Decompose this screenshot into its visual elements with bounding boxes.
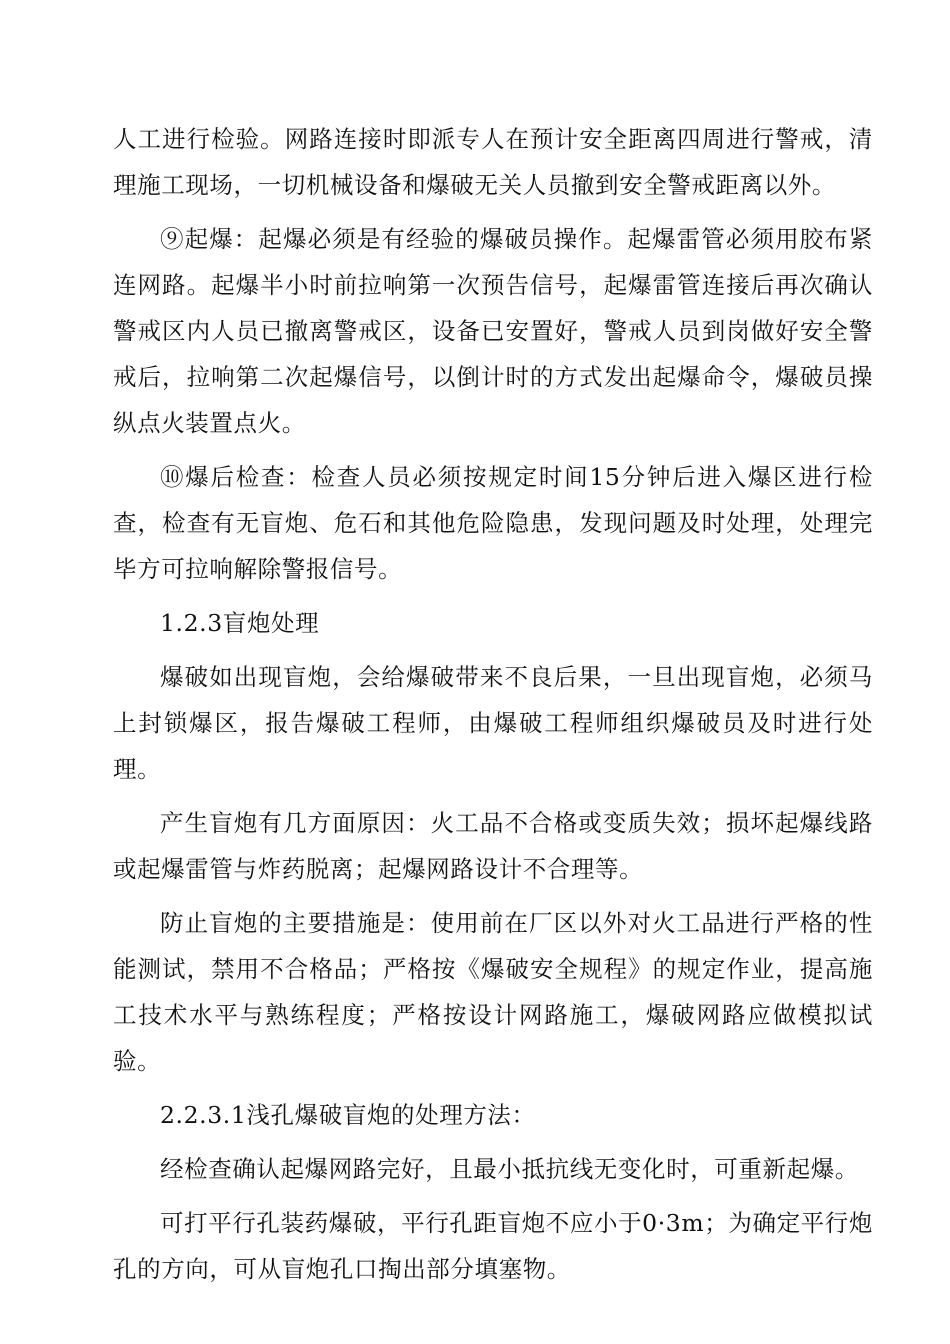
paragraph-misfire-response: 爆破如出现盲炮，会给爆破带来不良后果，一旦出现盲炮，必须马上封锁爆区，报告爆破工程师，由爆破工程师组织爆破员及时进行处理。 xyxy=(113,663,873,783)
paragraph-post-blast-inspection: ⑩爆后检查：检查人员必须按规定时间15分钟后进入爆区进行检查，检查有无盲炮、危石和其他危险隐患，发现问题及时处理，处理完毕方可拉响解除警报信号。 xyxy=(113,463,873,583)
document-body xyxy=(113,116,873,1300)
paragraph-parallel-hole: 可打平行孔装药爆破，平行孔距盲炮不应小于0·3m；为确定平行炮孔的方向，可从盲炮孔口掏出部分填塞物。 xyxy=(113,1209,873,1283)
paragraph-misfire-prevention: 防止盲炮的主要措施是：使用前在厂区以外对火工品进行严格的性能测试，禁用不合格品；严格按《爆破安全规程》的规定作业，提高施工技术水平与熟练程度；严格按设计网路施工，爆破网路应做模拟试验。 xyxy=(113,909,873,1075)
paragraph-misfire-causes: 产生盲炮有几方面原因：火工品不合格或变质失效；损坏起爆线路或起爆雷管与炸药脱离；起爆网路设计不合理等。 xyxy=(113,809,873,883)
subsection-heading-shallow-hole: 2.2.3.1浅孔爆破盲炮的处理方法： xyxy=(160,1101,536,1129)
paragraph-continuation: 人工进行检验。网路连接时即派专人在预计安全距离四周进行警戒，清理施工现场，一切机械设备和爆破无关人员撤到安全警戒距离以外。 xyxy=(113,125,873,199)
paragraph-re-detonation: 经检查确认起爆网路完好，且最小抵抗线无变化时，可重新起爆。 xyxy=(160,1155,859,1183)
paragraph-detonation: ⑨起爆：起爆必须是有经验的爆破员操作。起爆雷管必须用胶布紧连网路。起爆半小时前拉响第一次预告信号，起爆雷管连接后再次确认警戒区内人员已撤离警戒区，设备已安置好，警戒人员到岗做好安全警戒后，拉响第二次起爆信号，以倒计时的方式发出起爆命令，爆破员操纵点火装置点火。 xyxy=(113,225,873,437)
section-heading-misfire-handling: 1.2.3盲炮处理 xyxy=(160,609,320,637)
